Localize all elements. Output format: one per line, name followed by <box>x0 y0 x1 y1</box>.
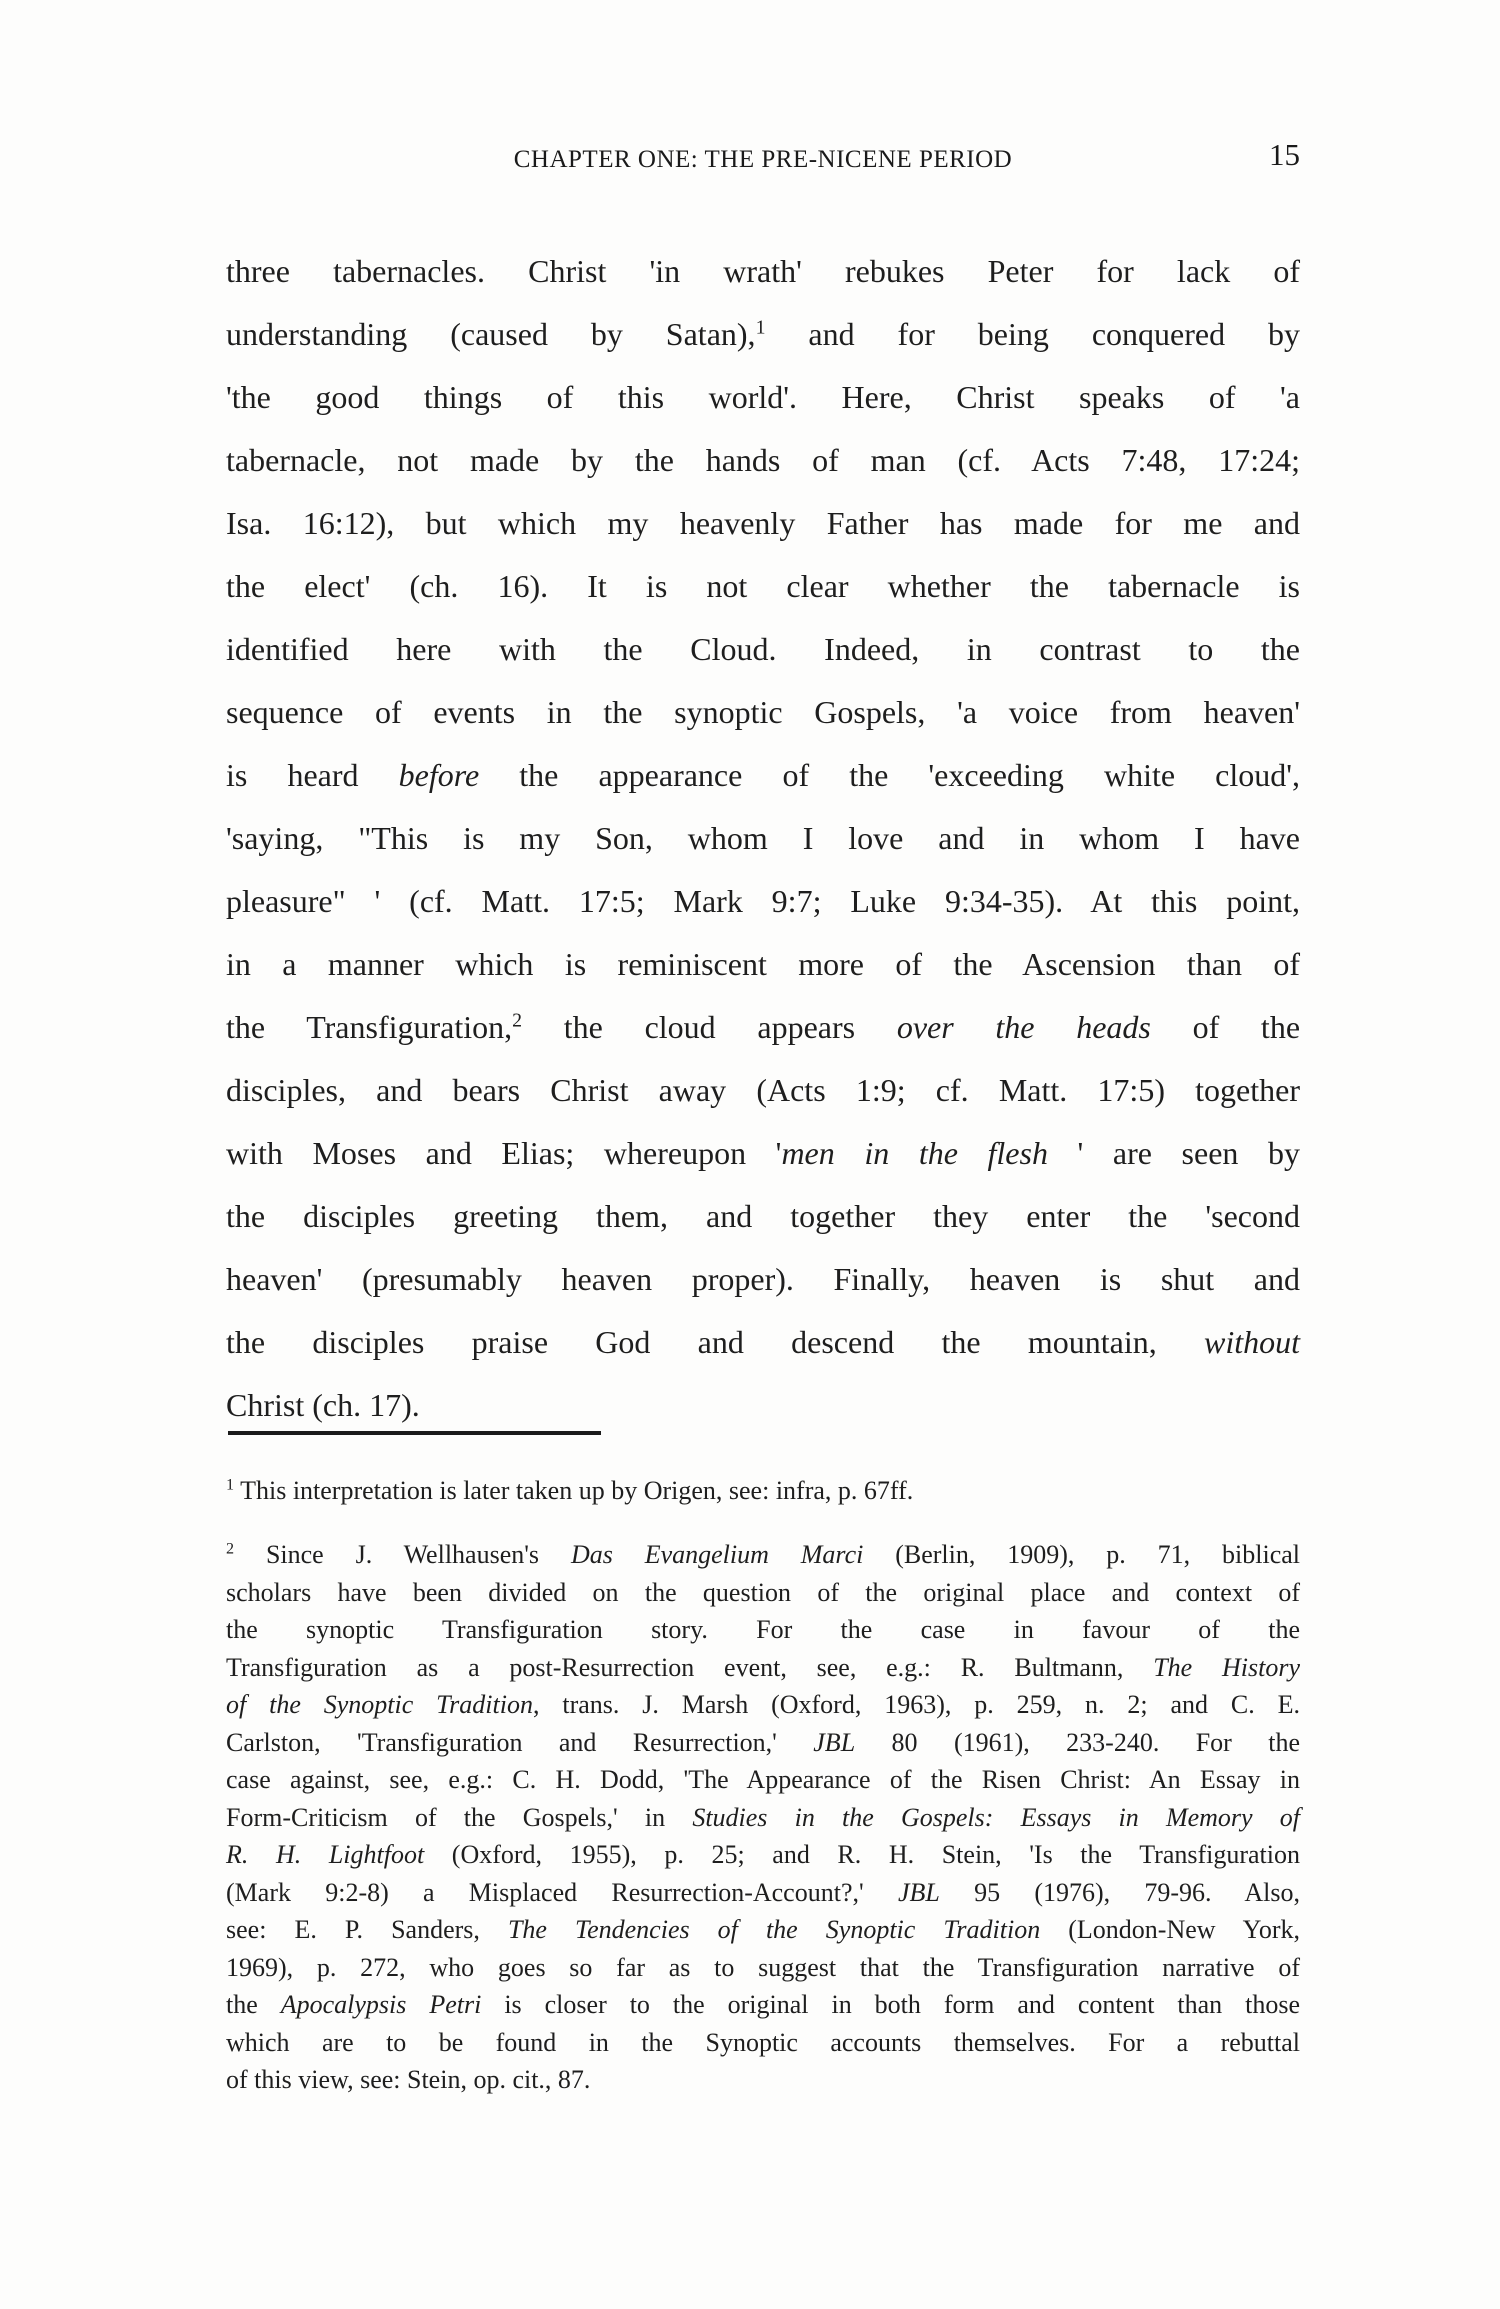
text-segment: the disciples praise God and descend the mountain, <box>226 1324 1204 1360</box>
text-segment: see: E. P. Sanders, <box>226 1915 508 1944</box>
text-segment: the appearance of the 'exceeding white cloud', <box>479 757 1301 793</box>
text-line <box>226 1686 1300 1724</box>
text-line <box>226 996 1300 1059</box>
text-segment: the Transfiguration, <box>226 1009 513 1045</box>
text-line <box>226 1799 1300 1837</box>
text-segment: the elect' (ch. 16). It is not clear whether the tabernacle is <box>226 568 1300 604</box>
page-number: 15 <box>1269 137 1300 172</box>
text-segment: 80 (1961), 233-240. For the <box>855 1727 1301 1757</box>
italic-text: JBL <box>897 1877 940 1907</box>
text-line <box>226 492 1300 555</box>
text-segment: ' are seen by <box>1047 1135 1301 1171</box>
text-line <box>226 1122 1300 1185</box>
text-line <box>226 2024 1300 2062</box>
footnote-2 <box>226 1536 1300 2099</box>
text-line <box>226 1949 1300 1987</box>
text-segment: heaven' (presumably heaven proper). Finally, heaven is shut and <box>226 1261 1300 1297</box>
text-segment: This interpretation is later taken up by Origen, see: infra, p. 67ff. <box>234 1476 914 1505</box>
text-segment: Since J. Wellhausen's <box>234 1540 571 1569</box>
italic-text: without <box>1203 1324 1300 1360</box>
italic-text: JBL <box>813 1727 856 1757</box>
footnote-marker: 1 <box>226 1476 235 1494</box>
text-segment: Transfiguration as a post-Resurrection event, see, e.g.: R. Bultmann, <box>226 1652 1154 1682</box>
text-line <box>226 1248 1300 1311</box>
text-line <box>226 681 1300 744</box>
italic-text: over the heads <box>896 1009 1151 1045</box>
footnote-marker: 2 <box>512 1009 523 1032</box>
text-line <box>226 1611 1300 1649</box>
italic-text: Apocalypsis Petri <box>280 1990 482 2019</box>
footnote-separator-rule <box>228 1431 601 1435</box>
text-segment: (Berlin, 1909), p. 71, biblical <box>863 1540 1301 1569</box>
text-line <box>226 1311 1300 1374</box>
text-line <box>226 2061 1300 2099</box>
text-segment: the synoptic Transfiguration story. For the case in favour of the <box>226 1615 1300 1644</box>
text-segment: which are to be found in the Synoptic accounts themselves. For a rebuttal <box>226 2027 1300 2057</box>
text-line <box>226 1761 1300 1799</box>
text-segment: Form-Criticism of the Gospels,' in <box>226 1802 693 1832</box>
text-segment: identified here with the Cloud. Indeed, in contrast to the <box>226 631 1300 667</box>
text-segment: and for being conquered by <box>765 316 1301 352</box>
text-segment: is heard <box>226 757 399 793</box>
text-segment: 'the good things of this world'. Here, Christ speaks of 'a <box>226 379 1300 415</box>
footnote-marker: 2 <box>226 1540 235 1558</box>
text-segment: is closer to the original in both form and content than those <box>481 1990 1301 2019</box>
text-line <box>226 1472 1300 1510</box>
text-segment: the disciples greeting them, and together they enter the 'second <box>226 1198 1300 1234</box>
italic-text: Studies in the Gospels: Essays in Memory of <box>692 1802 1300 1832</box>
text-segment: the <box>226 1990 281 2019</box>
text-segment: 95 (1976), 79-96. Also, <box>939 1877 1300 1907</box>
text-segment: (Mark 9:2-8) a Misplaced Resurrection-Account?,' <box>226 1877 898 1907</box>
text-line <box>226 1911 1300 1949</box>
text-segment: disciples, and bears Christ away (Acts 1:9; cf. Matt. 17:5) together <box>226 1072 1300 1108</box>
italic-text: before <box>398 757 480 793</box>
text-line <box>226 618 1300 681</box>
text-line <box>226 1986 1300 2024</box>
italic-text: Das Evangelium Marci <box>570 1540 864 1569</box>
text-line <box>226 870 1300 933</box>
italic-text: The History <box>1153 1652 1301 1682</box>
text-segment: three tabernacles. Christ 'in wrath' rebukes Peter for lack of <box>226 253 1300 289</box>
text-segment: of this view, see: Stein, op. cit., 87. <box>226 2065 591 2094</box>
text-line <box>226 1836 1300 1874</box>
text-line <box>226 1059 1300 1122</box>
text-segment: Isa. 16:12), but which my heavenly Father has made for me and <box>226 505 1300 541</box>
italic-text: The Tendencies of the Synoptic Tradition <box>507 1915 1041 1944</box>
text-line <box>226 1574 1300 1612</box>
text-line <box>226 1649 1300 1687</box>
body-text <box>226 240 1300 1437</box>
text-line <box>226 366 1300 429</box>
text-segment: 'saying, "This is my Son, whom I love and in whom I have <box>226 820 1300 856</box>
text-segment: scholars have been divided on the question of the original place and context of <box>226 1577 1300 1607</box>
text-line <box>226 807 1300 870</box>
text-line <box>226 1724 1300 1762</box>
text-segment: 1969), p. 272, who goes so far as to suggest that the Transfiguration narrative of <box>226 1952 1300 1982</box>
text-line <box>226 1374 1300 1437</box>
text-line <box>226 1536 1300 1574</box>
text-segment: case against, see, e.g.: C. H. Dodd, 'The Appearance of the Risen Christ: An Essay in <box>226 1765 1300 1794</box>
text-line <box>226 429 1300 492</box>
text-segment: , trans. J. Marsh (Oxford, 1963), p. 259, n. 2; and C. E. <box>532 1690 1300 1719</box>
italic-text: men in the flesh <box>781 1135 1048 1171</box>
footnote-1 <box>226 1472 1300 1510</box>
text-segment: in a manner which is reminiscent more of the Ascension than of <box>226 946 1300 982</box>
text-segment: (London-New York, <box>1040 1915 1300 1944</box>
text-segment: Christ (ch. 17). <box>226 1387 420 1423</box>
text-line <box>226 1185 1300 1248</box>
chapter-header: CHAPTER ONE: THE PRE-NICENE PERIOD <box>513 146 1013 173</box>
italic-text: of the Synoptic Tradition <box>226 1690 533 1719</box>
text-segment: understanding (caused by Satan), <box>226 316 756 352</box>
text-segment: tabernacle, not made by the hands of man (cf. Acts 7:48, 17:24; <box>226 442 1300 478</box>
text-line <box>226 744 1300 807</box>
text-line <box>226 240 1300 303</box>
text-segment: with Moses and Elias; whereupon ' <box>226 1135 782 1171</box>
text-segment: (Oxford, 1955), p. 25; and R. H. Stein, 'Is the Transfiguration <box>424 1840 1300 1869</box>
text-line <box>226 1874 1300 1912</box>
text-line <box>226 303 1300 366</box>
text-line <box>226 555 1300 618</box>
footnote-marker: 1 <box>755 316 766 339</box>
text-segment: Carlston, 'Transfiguration and Resurrection,' <box>226 1727 814 1757</box>
text-segment: the cloud appears <box>522 1009 897 1045</box>
text-segment: pleasure" ' (cf. Matt. 17:5; Mark 9:7; Luke 9:34-35). At this point, <box>226 883 1300 919</box>
text-segment: sequence of events in the synoptic Gospels, 'a voice from heaven' <box>226 694 1300 730</box>
italic-text: R. H. Lightfoot <box>226 1840 425 1869</box>
text-line <box>226 933 1300 996</box>
text-segment: of the <box>1150 1009 1301 1045</box>
